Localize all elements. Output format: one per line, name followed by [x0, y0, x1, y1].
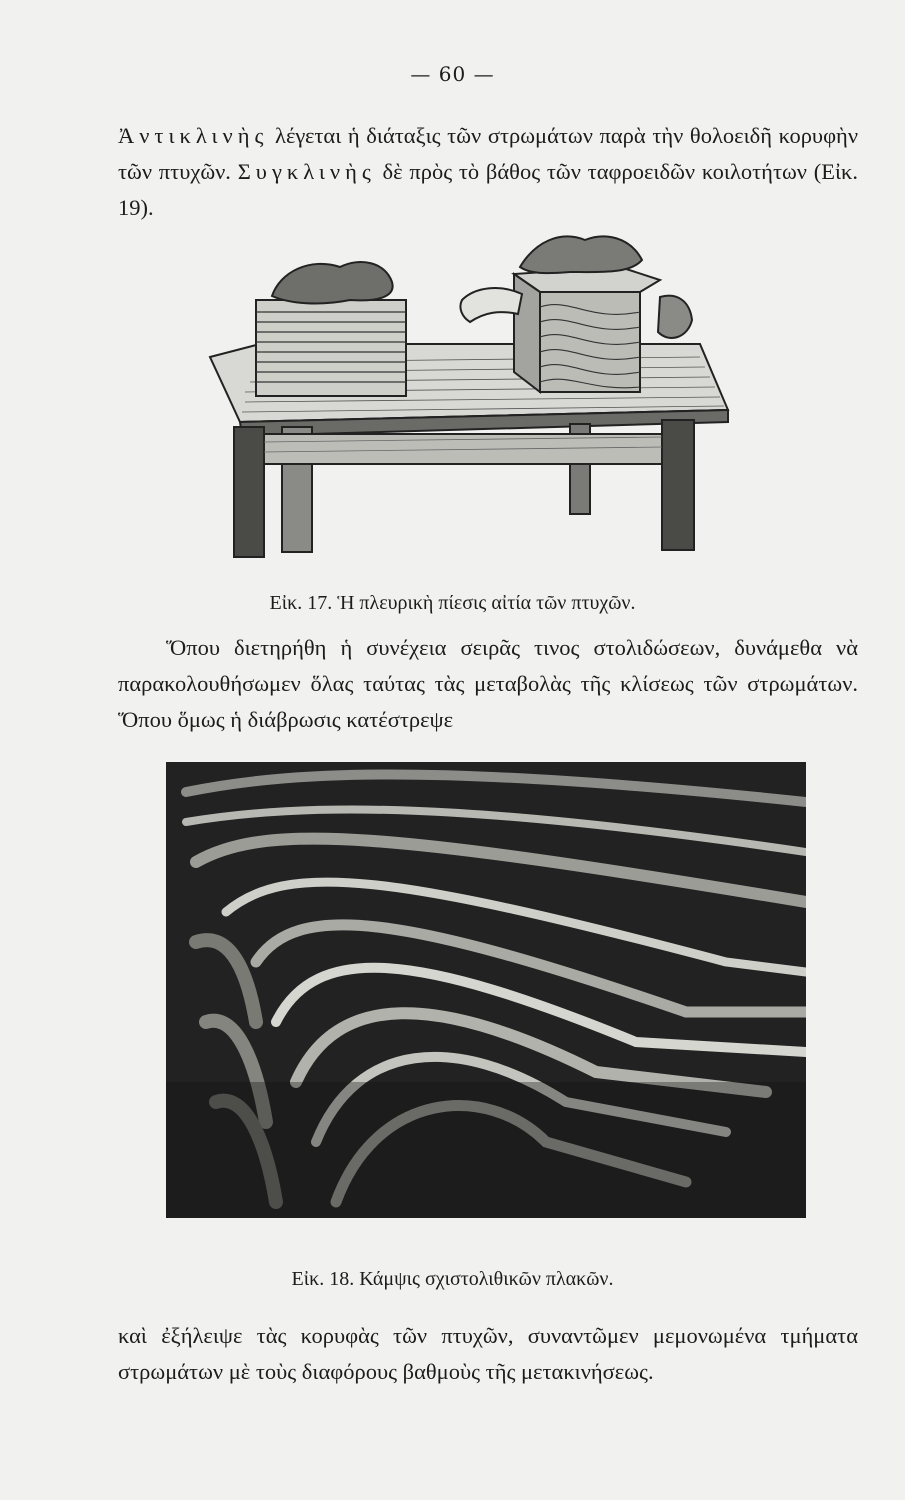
intro-text-2: δὲ πρὸς τὸ βάθος τῶν ταφροειδῶν κοιλοτήτων (Εἰκ. 19).	[118, 159, 858, 220]
middle-paragraph: Ὅπου διετηρήθη ἡ συνέχεια σειρᾶς τινος στολιδώσεων, δυνάμεθα νὰ παρακολουθήσωμεν ὅλας ταύτας τὰς μεταβολὰς τῆς κλίσεως τῶν στρωμάτων. Ὅπου ὅμως ἡ διάβρωσις κατέστρεψε	[118, 635, 858, 732]
folded-strata-image	[166, 762, 806, 1218]
page-number: — 60 —	[410, 62, 495, 86]
figure-17-illustration	[200, 222, 740, 562]
figure-17-caption: Εἰκ. 17. Ἡ πλευρικὴ πίεσις αἰτία τῶν πτυχῶν.	[269, 592, 636, 614]
intro-text-1: λέγεται ἡ διάταξις τῶν στρωμάτων παρὰ τὴν θολοειδῆ κορυφὴν τῶν πτυχῶν.	[118, 123, 858, 184]
term-syncline: Συγκλινὴς	[237, 159, 376, 184]
closing-paragraph: καὶ ἐξήλειψε τὰς κορυφὰς τῶν πτυχῶν, συναντῶμεν μεμονωμένα τμήματα στρωμάτων μὲ τοὺς διαφόρους βαθμοὺς τῆς μετακινήσεως.	[118, 1323, 858, 1384]
term-anticline: Ἀντικλινὴς	[118, 123, 269, 148]
intro-paragraph	[118, 118, 858, 226]
figure-18-caption: Εἰκ. 18. Κάμψις σχιστολιθικῶν πλακῶν.	[291, 1268, 614, 1290]
figure-18-photo	[166, 762, 806, 1218]
